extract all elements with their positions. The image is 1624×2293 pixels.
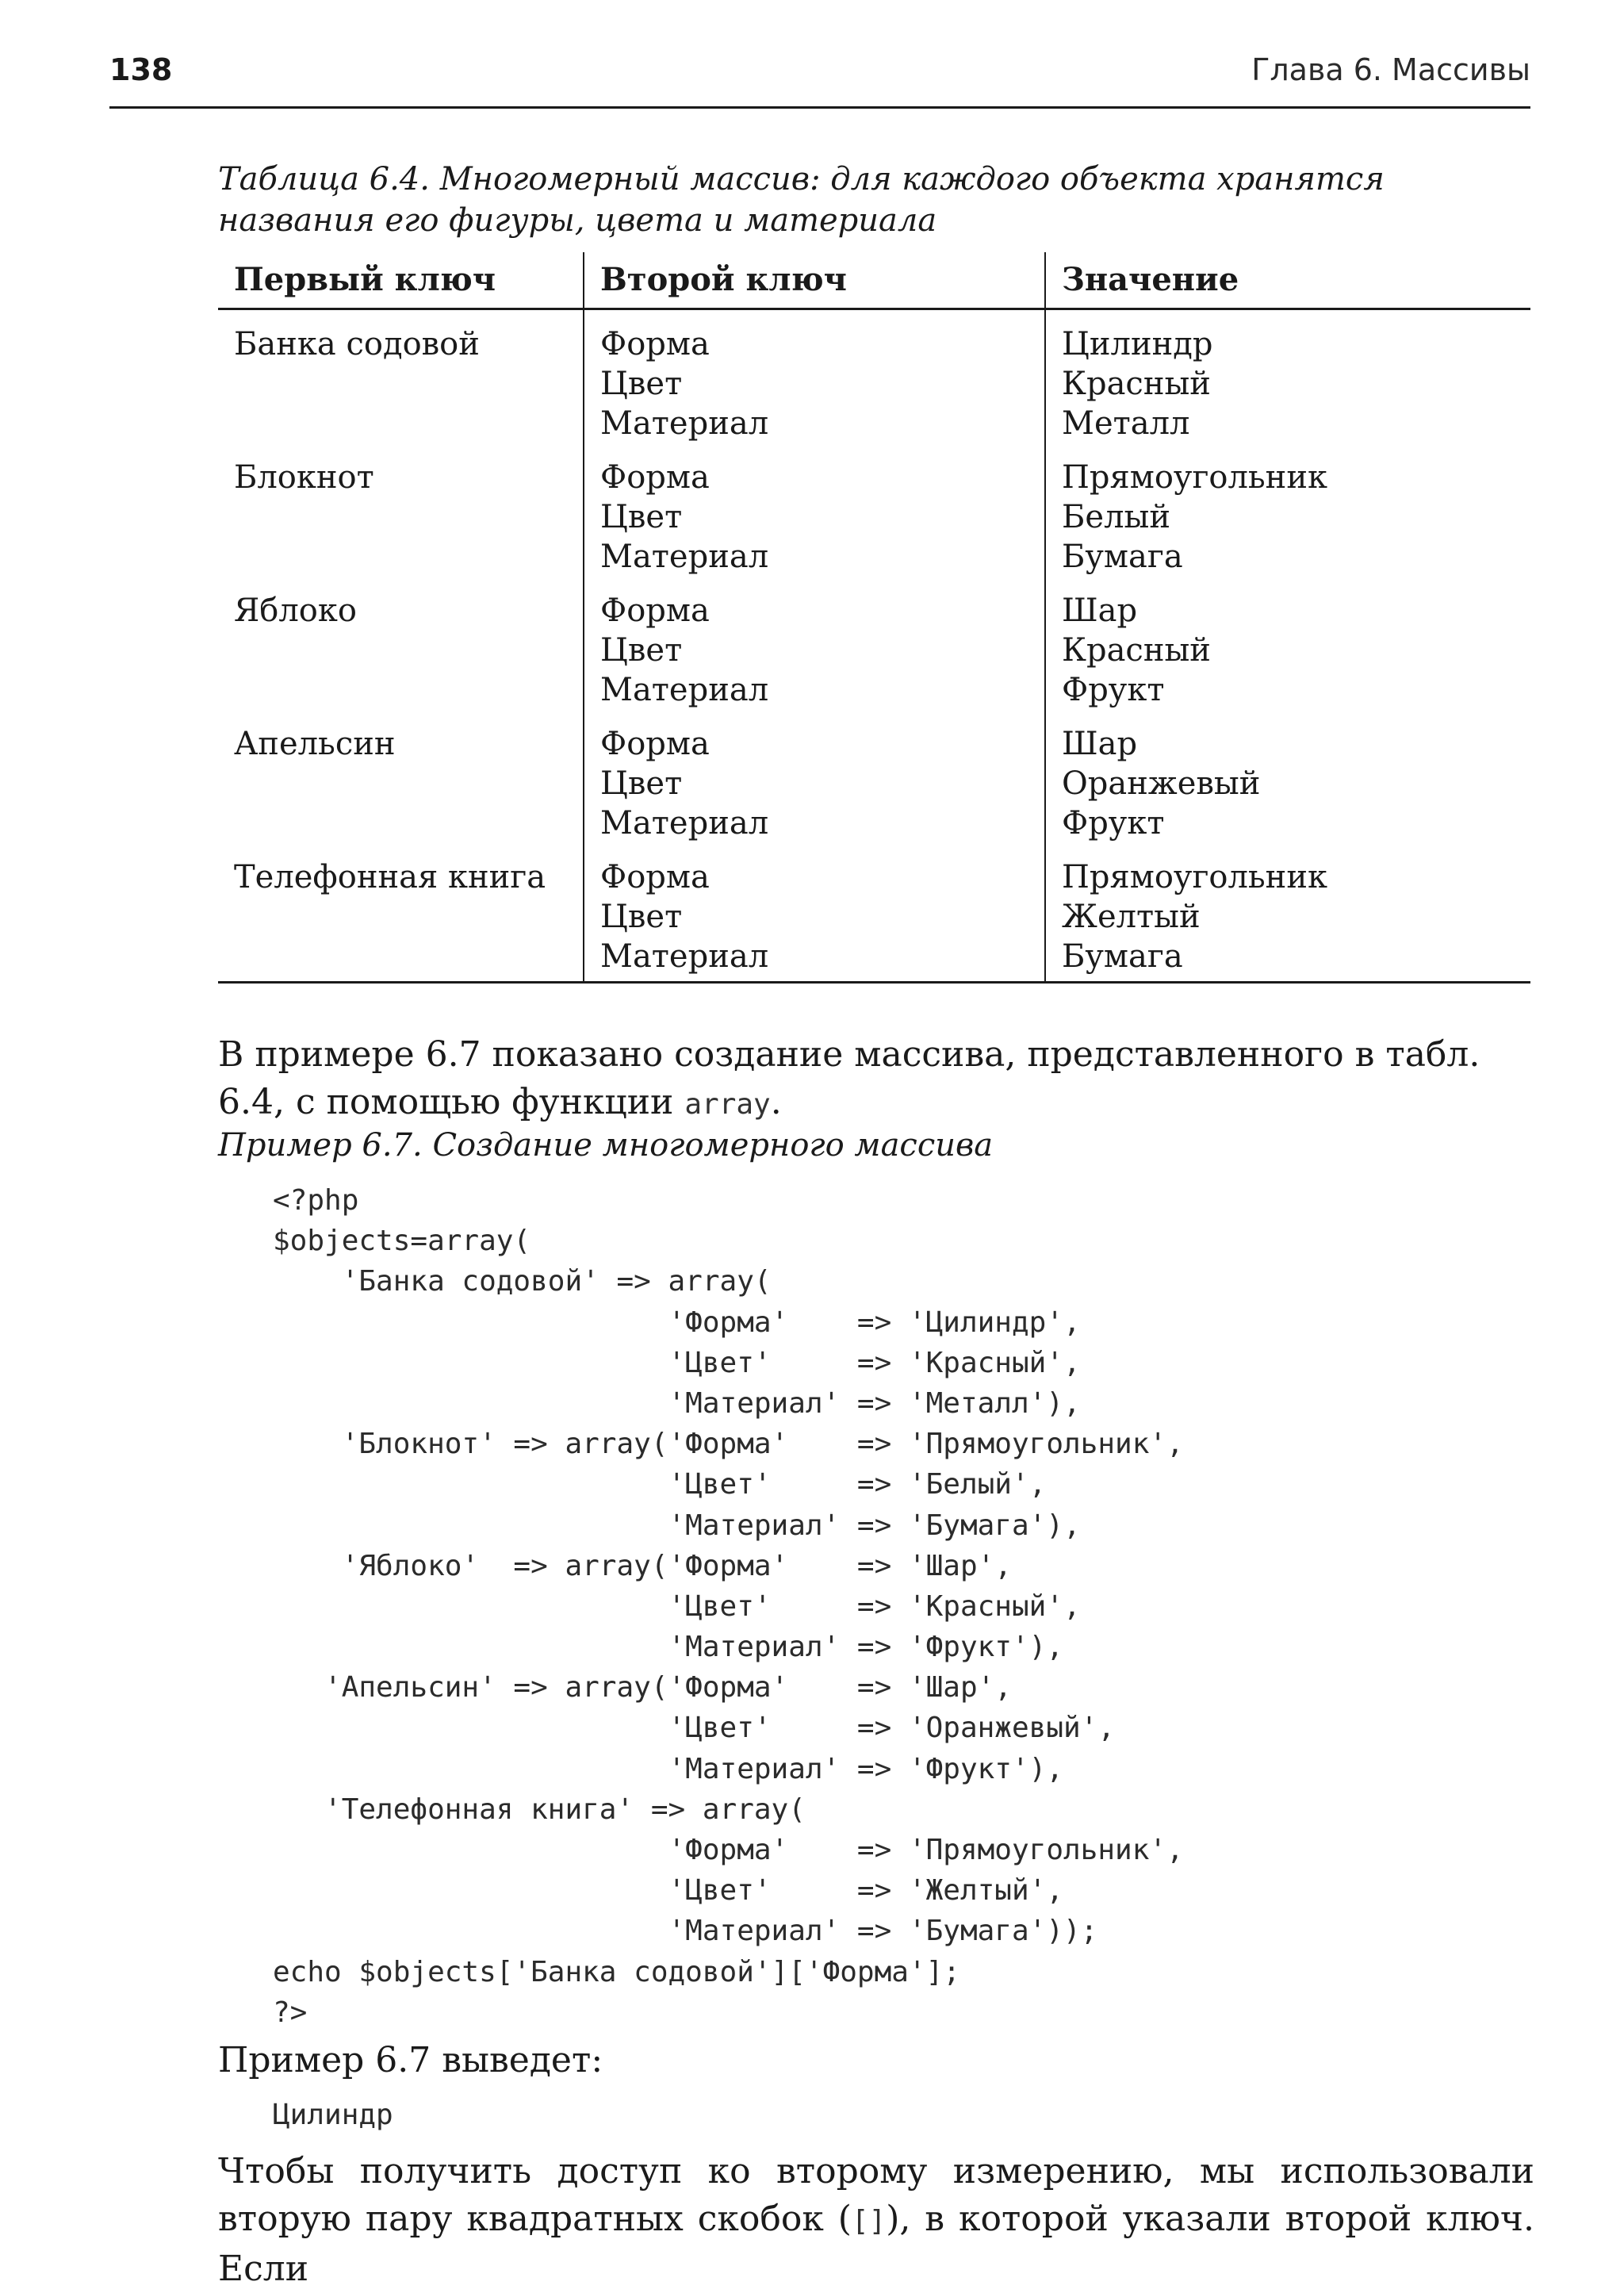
second-key: Форма bbox=[600, 859, 710, 895]
value: Цилиндр bbox=[1062, 326, 1213, 362]
table-row bbox=[218, 710, 1530, 843]
first-key-cell bbox=[218, 577, 584, 710]
second-key: Форма bbox=[600, 459, 710, 496]
first-key: Блокнот bbox=[234, 459, 374, 496]
code-line: 'Материал' => 'Фрукт'), bbox=[273, 1752, 1063, 1785]
column-header-value: Значение bbox=[1045, 252, 1530, 309]
second-key: Цвет bbox=[600, 632, 683, 669]
code-line: 'Форма' => 'Прямоугольник', bbox=[273, 1834, 1184, 1866]
closing-code: [] bbox=[851, 2205, 887, 2237]
table-row bbox=[218, 577, 1530, 710]
first-key-cell bbox=[218, 309, 584, 444]
second-key-cell bbox=[584, 710, 1045, 843]
second-key-cell bbox=[584, 443, 1045, 577]
second-key-cell bbox=[584, 577, 1045, 710]
output-value: Цилиндр bbox=[273, 2099, 393, 2131]
code-line: 'Банка содовой' => array( bbox=[273, 1265, 772, 1298]
code-line: 'Цвет' => 'Красный', bbox=[273, 1346, 1081, 1379]
first-key: Яблоко bbox=[234, 592, 357, 629]
output-label: Пример 6.7 выведет: bbox=[218, 2040, 603, 2080]
value-cell bbox=[1045, 843, 1530, 983]
code-line: 'Блокнот' => array('Форма' => 'Прямоугольник', bbox=[273, 1428, 1184, 1461]
code-line: 'Апельсин' => array('Форма' => 'Шар', bbox=[273, 1671, 1012, 1704]
second-key: Цвет bbox=[600, 366, 683, 402]
first-key: Апельсин bbox=[234, 726, 396, 762]
value: Белый bbox=[1062, 499, 1170, 535]
value: Прямоугольник bbox=[1062, 859, 1327, 895]
closing-text: Чтобы получить доступ ко второму измерению, мы использовали вторую пару квадратных скобок ( bbox=[218, 2151, 1534, 2239]
column-header-first-key: Первый ключ bbox=[218, 252, 584, 309]
second-key: Форма bbox=[600, 726, 710, 762]
code-line: 'Цвет' => 'Красный', bbox=[273, 1589, 1081, 1623]
closing-text-end: ), в которой указали второй ключ. Если bbox=[218, 2199, 1534, 2289]
second-key: Материал bbox=[600, 672, 769, 708]
value: Шар bbox=[1062, 726, 1138, 762]
second-key-cell bbox=[584, 309, 1045, 444]
value: Шар bbox=[1062, 592, 1138, 629]
second-key: Форма bbox=[600, 326, 710, 362]
value: Бумага bbox=[1062, 938, 1183, 975]
intro-text-end: . bbox=[770, 1082, 782, 1122]
code-line: ?> bbox=[273, 1996, 308, 2029]
second-key: Цвет bbox=[600, 899, 683, 935]
code-line: 'Материал' => 'Фрукт'), bbox=[273, 1631, 1063, 1664]
second-key: Материал bbox=[600, 405, 769, 442]
code-line: <?php bbox=[273, 1184, 359, 1217]
first-key: Банка содовой bbox=[234, 326, 480, 362]
page-number: 138 bbox=[109, 52, 173, 87]
table-row bbox=[218, 443, 1530, 577]
running-header bbox=[109, 46, 1530, 94]
value: Красный bbox=[1062, 632, 1211, 669]
code-line: 'Материал' => 'Металл'), bbox=[273, 1386, 1081, 1420]
array-table bbox=[218, 252, 1530, 984]
second-key: Материал bbox=[600, 938, 769, 975]
value-cell bbox=[1045, 577, 1530, 710]
code-line: 'Форма' => 'Цилиндр', bbox=[273, 1306, 1081, 1339]
second-key: Цвет bbox=[600, 499, 683, 535]
code-line: 'Материал' => 'Бумага')); bbox=[273, 1915, 1098, 1948]
value: Фрукт bbox=[1062, 805, 1165, 842]
code-line: 'Цвет' => 'Белый', bbox=[273, 1468, 1047, 1501]
value: Прямоугольник bbox=[1062, 459, 1327, 496]
first-key-cell bbox=[218, 710, 584, 843]
intro-paragraph bbox=[218, 1031, 1534, 1129]
code-line: 'Телефонная книга' => array( bbox=[273, 1793, 806, 1826]
header-rule bbox=[109, 106, 1530, 109]
second-key: Цвет bbox=[600, 765, 683, 802]
value-cell bbox=[1045, 443, 1530, 577]
table-header-row bbox=[218, 252, 1530, 309]
code-line: 'Цвет' => 'Желтый', bbox=[273, 1874, 1063, 1908]
closing-paragraph bbox=[218, 2148, 1534, 2293]
table-caption: Таблица 6.4. Многомерный массив: для каждого объекта хранятся названия его фигуры, цвета и материала bbox=[218, 161, 1385, 239]
column-header-second-key: Второй ключ bbox=[584, 252, 1045, 309]
value: Желтый bbox=[1062, 899, 1201, 935]
table-row bbox=[218, 309, 1530, 444]
code-line: $objects=array( bbox=[273, 1225, 531, 1258]
code-line: 'Материал' => 'Бумага'), bbox=[273, 1509, 1081, 1542]
value-cell bbox=[1045, 309, 1530, 444]
second-key: Материал bbox=[600, 805, 769, 842]
code-line: 'Яблоко' => array('Форма' => 'Шар', bbox=[273, 1549, 1012, 1582]
value-cell bbox=[1045, 710, 1530, 843]
intro-code: array bbox=[684, 1088, 771, 1121]
value: Красный bbox=[1062, 366, 1211, 402]
first-key-cell bbox=[218, 843, 584, 983]
second-key: Материал bbox=[600, 539, 769, 575]
second-key: Форма bbox=[600, 592, 710, 629]
first-key: Телефонная книга bbox=[234, 859, 546, 895]
second-key-cell bbox=[584, 843, 1045, 983]
code-line: 'Цвет' => 'Оранжевый', bbox=[273, 1712, 1116, 1745]
intro-text: В примере 6.7 показано создание массива, представленного в табл. 6.4, с помощью функции bbox=[218, 1034, 1480, 1122]
first-key-cell bbox=[218, 443, 584, 577]
table-body bbox=[218, 309, 1530, 983]
value: Бумага bbox=[1062, 539, 1183, 575]
value: Фрукт bbox=[1062, 672, 1165, 708]
chapter-title: Глава 6. Массивы bbox=[1251, 52, 1530, 87]
example-title: Пример 6.7. Создание многомерного массива bbox=[218, 1127, 994, 1164]
value: Оранжевый bbox=[1062, 765, 1261, 802]
code-listing bbox=[273, 1180, 1184, 2033]
table-row bbox=[218, 843, 1530, 983]
code-line: echo $objects['Банка содовой']['Форма']; bbox=[273, 1955, 960, 1988]
value: Металл bbox=[1062, 405, 1190, 442]
